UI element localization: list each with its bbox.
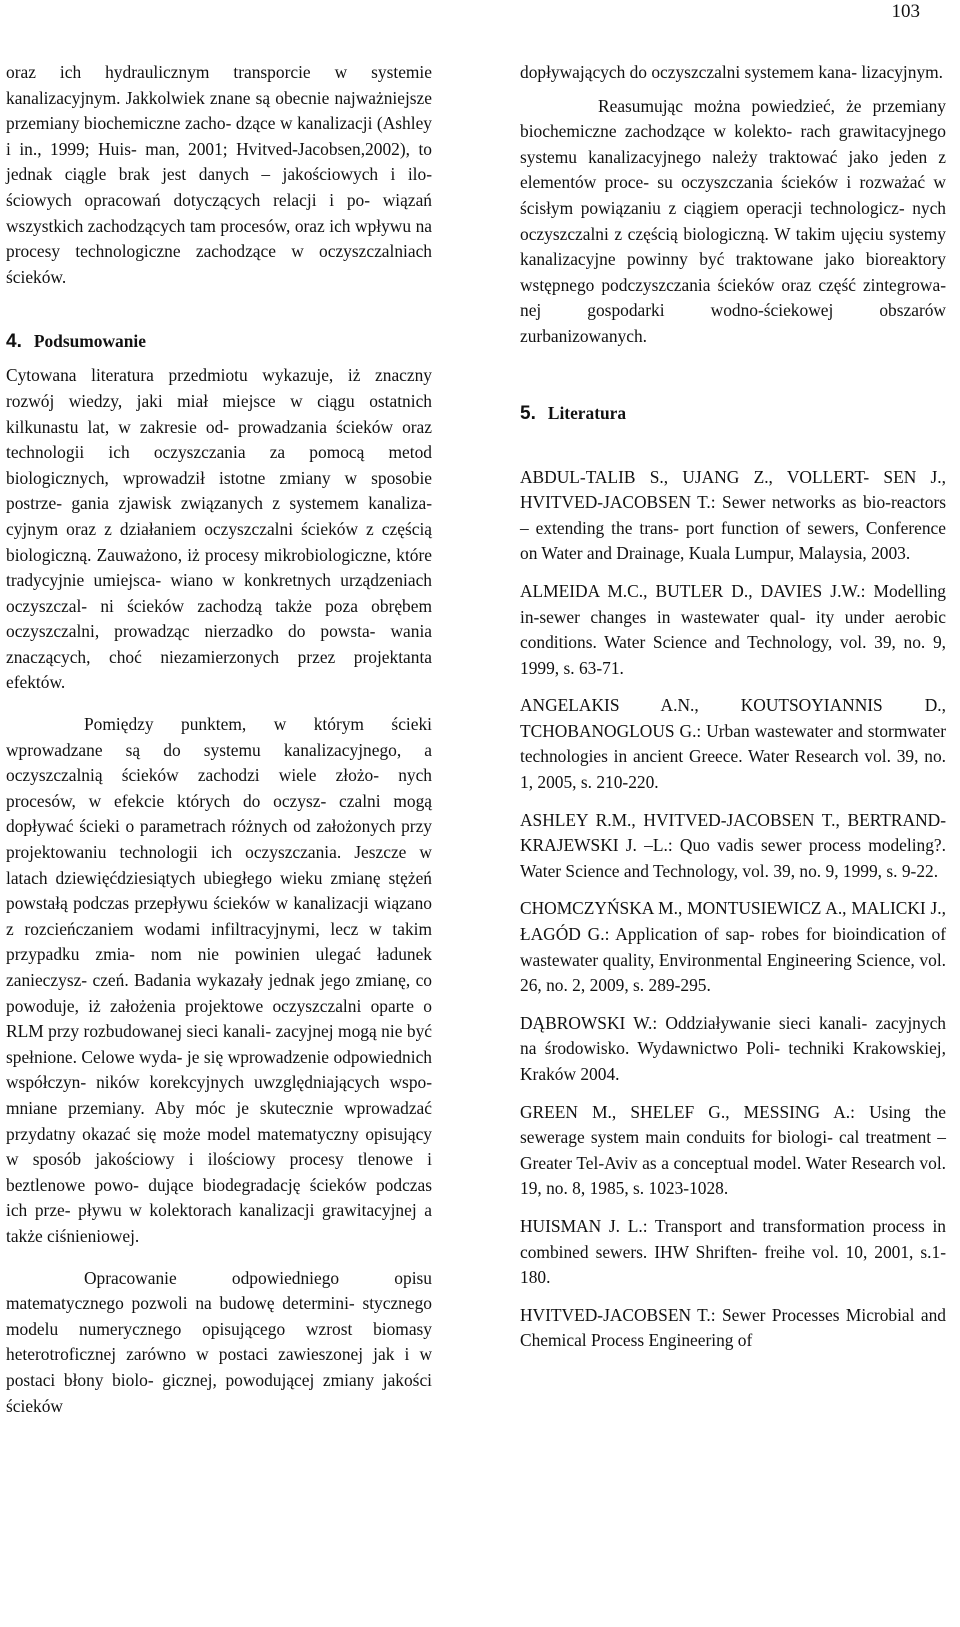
reference-list [520, 465, 946, 1354]
reference-item: CHOMCZYŃSKA M., MONTUSIEWICZ A., MALICKI J., ŁAGÓD G.: Application of sap- robes for bioindication of wastewater quality, Environmental Engineering Science, vol. 26, no. 2, 2009, s. 289-295. [520, 898, 946, 996]
paragraph-summary-1: Cytowana literatura przedmiotu wykazuje, iż znaczny rozwój wiedzy, jaki miał miejsce w ciągu ostatnich kilkunastu lat, w zakresie od- prowadzania ścieków oraz technologii ich oczyszczania za pomocą metod biologicznych, wprowadził istotne zmiany w sposobie postrze- gania zjawisk związanych z systemem kanaliza- cyjnym oraz z działaniem oczyszczalni ścieków z częścią biologiczną. Zauważono, iż procesy mikrobiologiczne, które tradycyjnie umiejsca- wiano w konkretnych urządzeniach oczyszczal- ni ścieków zachodzą także poza obrębem oczyszczalni, prowadząc nierzadko do powsta- wania znaczących, choć niezamierzonych przez projektanta efektów. [6, 365, 432, 693]
paragraph-summary-3: Opracowanie odpowiedniego opisu matematycznego pozwoli na budowę determini- stycznego modelu numerycznego opisującego wzrost biomasy heterotroficznej zarówno w postaci zawieszonej jak i w postaci błony biolo- gicznej, powodującej zmiany jakości ścieków [6, 1267, 432, 1416]
reference-item: ASHLEY R.M., HVITVED-JACOBSEN T., BERTRAND-KRAJEWSKI J. –L.: Quo vadis sewer process modeling?. Water Science and Technology, vol. 39, no. 9, 1999, s. 9-22. [520, 809, 946, 881]
section-title: Podsumowanie [33, 331, 146, 352]
section-heading-summary [6, 328, 432, 355]
page-number: 103 [891, 1, 920, 22]
paragraph-intro-continuation: oraz ich hydraulicznym transporcie w systemie kanalizacyjnym. Jakkolwiek znane są obecnie najważniejsze przemiany biochemiczne zacho- dzące w kanalizacji (Ashley i in., 1999; Huis- man, 2001; Hvitved-Jacobsen,2002), to jednak ciągle brak jest danych – jakościowych i ilo- ściowych opracowań dotyczących relacji i po- wiązań wszystkich zachodzących tam procesów, oraz ich wpływu na procesy technologiczne zachodzące w oczyszczalniach ścieków. [6, 62, 432, 287]
section-number: 4. [6, 331, 22, 353]
section-title: Literatura [547, 402, 627, 423]
paragraph-summary-2: Pomiędzy punktem, w którym ścieki wprowadzane są do systemu kanalizacyjnego, a oczyszczalnią ścieków zachodzi wiele złożo- nych procesów, w efekcie których do oczysz- czalni mogą dopływać ścieki o parametrach różnych od założonych przy projektowaniu technologii ich oczyszczania. Jeszcze w latach dziewięćdziesiątych ubiegłego wieku zmianę stężeń powstałą podczas przepływu ścieków w kanalizacji wiązano z rozcieńczaniem wodami infiltracyjnymi, lecz w takim przypadku zmia- nom nie powinien ulegać ładunek zanieczysz- czeń. Badania wykazały jednak jego zmianę, co powoduje, iż założenia projektowe oczyszczalni oparte o RLM przy rozbudowanej sieci kanali- zacyjnej mogą nie być spełnione. Celowe wyda- je się wprowadzenie odpowiednich współczyn- ników korekcyjnych uwzględniających wspo- mniane przemiany. Aby móc je skutecznie wprowadzać przydatny okazać się może model matematyczny opisujący w sposób jakościowy i ilościowy procesy tlenowe i beztlenowe powo- dujące biodegradację ścieków podczas ich prze- pływu w kolektorach kanalizacji grawitacyjnej a także ciśnieniowej. [6, 714, 432, 1246]
reference-item: ALMEIDA M.C., BUTLER D., DAVIES J.W.: Modelling in-sewer changes in wastewater qual- ity under aerobic conditions. Water Science and Technology, vol. 39, no. 9, 1999, s. 63-71. [520, 580, 946, 678]
section-heading-literature [520, 400, 946, 427]
reference-item: ANGELAKIS A.N., KOUTSOYIANNIS D., TCHOBANOGLOUS G.: Urban wastewater and stormwater technologies in ancient Greece. Water Research vol. 39, no. 1, 2005, s. 210-220. [520, 695, 946, 793]
section-number: 5. [520, 402, 536, 424]
reference-item: GREEN M., SHELEF G., MESSING A.: Using the sewerage system main conduits for biologi- cal treatment – Greater Tel-Aviv as a conceptual model. Water Research vol. 19, no. 8, 1985, s. 1023-1028. [520, 1101, 946, 1199]
reference-item: HVITVED-JACOBSEN T.: Sewer Processes Microbial and Chemical Process Engineering of [520, 1304, 946, 1351]
reference-item: HUISMAN J. L.: Transport and transformation process in combined sewers. IHW Shriften- freihe vol. 10, 2001, s.1-180. [520, 1215, 946, 1288]
reference-item: DĄBROWSKI W.: Oddziaływanie sieci kanali- zacyjnych na środowisko. Wydawnictwo Poli- techniki Krakowskiej, Kraków 2004. [520, 1012, 946, 1084]
left-column [6, 60, 432, 1419]
paragraph-summary-continuation: dopływających do oczyszczalni systemem kana- lizacyjnym. [520, 62, 944, 82]
right-column [520, 60, 946, 1354]
reference-item: ABDUL-TALIB S., UJANG Z., VOLLERT- SEN J., HVITVED-JACOBSEN T.: Sewer networks as bio-reactors – extending the trans- port function of sewers, Conference on Water and Drainage, Kuala Lumpur, Malaysia, 2003. [520, 466, 946, 564]
paragraph-conclusion: Reasumując można powiedzieć, że przemiany biochemiczne zachodzące w kolekto- rach grawitacyjnego systemu kanalizacyjnego należy traktować jako jeden z elementów proce- su oczyszczania ścieków i rozważać w ścisłym powiązaniu z ciągiem operacji technologicz- nych oczyszczalni z częścią biologiczną. W takim ujęciu systemy kanalizacyjne powinny być traktowane jako bioreaktory wstępnego podczyszczania ścieków oraz część zintegrowa- nej gospodarki wodno-ściekowej obszarów zurbanizowanych. [520, 95, 946, 346]
